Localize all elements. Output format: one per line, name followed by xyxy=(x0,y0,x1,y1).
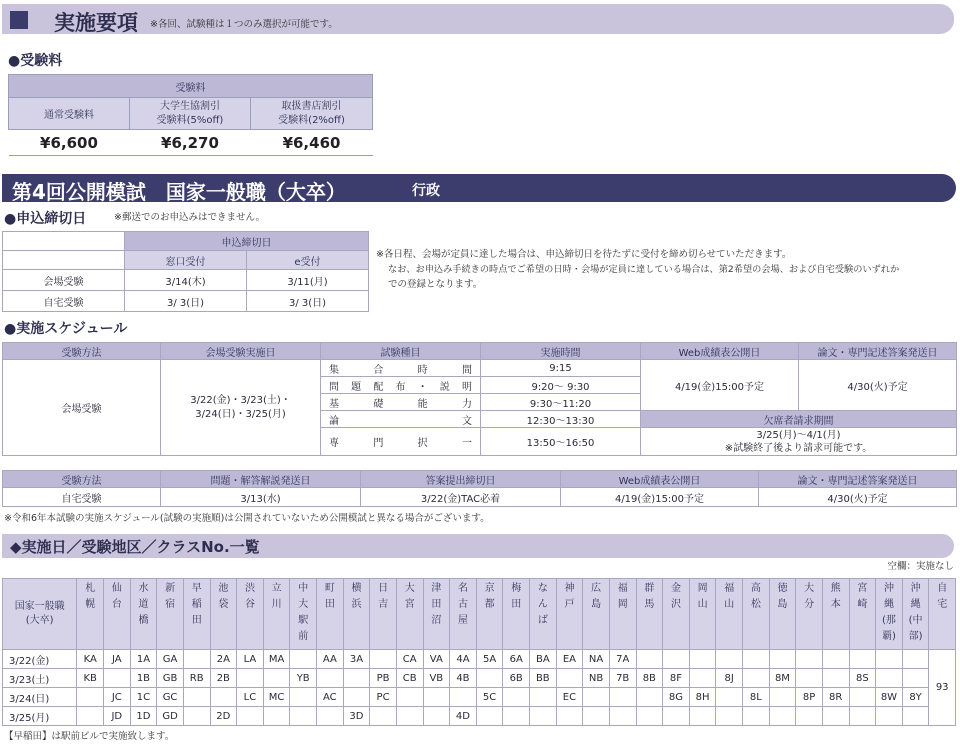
schedule-dates: 3/22(金)・3/23(土)・ 3/24(日)・3/25(月) xyxy=(161,360,321,456)
region-header: 群馬 xyxy=(636,579,663,650)
deadline-side-note: ※各日程、会場が定員に達した場合は、申込締切日を待たずに受付を締め切らせていただきます。 xyxy=(376,249,792,260)
region-header: 宮崎 xyxy=(849,579,876,650)
class-cell: 8J xyxy=(716,669,743,688)
class-cell xyxy=(876,707,903,726)
class-cell xyxy=(370,707,397,726)
class-cell xyxy=(530,688,557,707)
region-header: 町田 xyxy=(317,579,344,650)
class-cell xyxy=(317,707,344,726)
class-cell: 1C xyxy=(130,688,157,707)
region-header: 仙台 xyxy=(104,579,131,650)
class-cell: 1D xyxy=(130,707,157,726)
class-cell xyxy=(636,650,663,669)
class-cell xyxy=(317,669,344,688)
class-cell xyxy=(556,669,583,688)
class-cell: YB xyxy=(290,669,317,688)
table-row xyxy=(3,669,956,688)
class-cell xyxy=(663,650,690,669)
schedule-essay-date: 4/30(火)予定 xyxy=(799,360,957,411)
region-header: 高松 xyxy=(743,579,770,650)
class-cell: JC xyxy=(104,688,131,707)
region-header: 岡山 xyxy=(689,579,716,650)
deadline-heading: ●申込締切日 xyxy=(4,211,87,227)
class-cell: PB xyxy=(370,669,397,688)
class-cell: 7B xyxy=(609,669,636,688)
home-class-cell: 93 xyxy=(929,650,956,726)
fee-price: ¥6,270 xyxy=(130,130,251,156)
home-value: 自宅受験 xyxy=(3,488,161,507)
schedule-item: 集 合 時 間 xyxy=(321,360,481,377)
table-row xyxy=(3,707,956,726)
schedule-time: 13:50〜16:50 xyxy=(481,428,641,456)
class-cell: 8Y xyxy=(902,688,929,707)
class-cell: 3D xyxy=(343,707,370,726)
schedule-method: 会場受験 xyxy=(3,360,161,456)
class-cell xyxy=(476,707,503,726)
class-cell: VB xyxy=(423,669,450,688)
deadline-side-note: での登録となります。 xyxy=(388,279,483,290)
class-cell xyxy=(104,669,131,688)
class-legend: 空欄：実施なし xyxy=(887,561,954,572)
class-cell xyxy=(450,688,477,707)
class-cell xyxy=(210,688,237,707)
class-cell: 5A xyxy=(476,650,503,669)
class-cell xyxy=(503,688,530,707)
class-date: 3/24(日) xyxy=(3,688,77,707)
class-cell: GA xyxy=(157,650,184,669)
class-cell xyxy=(716,707,743,726)
class-cell xyxy=(716,688,743,707)
class-cell: KB xyxy=(77,669,104,688)
schedule-table xyxy=(2,342,957,456)
class-cell xyxy=(263,669,290,688)
fee-table xyxy=(8,74,373,156)
class-cell xyxy=(743,707,770,726)
class-cell: 2B xyxy=(210,669,237,688)
fee-heading: ●受験料 xyxy=(8,53,63,69)
class-cell xyxy=(849,688,876,707)
class-cell xyxy=(77,707,104,726)
class-cell: 1B xyxy=(130,669,157,688)
region-header: 名古屋 xyxy=(450,579,477,650)
class-cell xyxy=(396,688,423,707)
class-cell xyxy=(423,688,450,707)
region-header: 徳島 xyxy=(769,579,796,650)
class-cell xyxy=(556,707,583,726)
fee-price: ¥6,600 xyxy=(9,130,130,156)
class-cell: AA xyxy=(317,650,344,669)
class-cell: 8S xyxy=(849,669,876,688)
class-date: 3/22(金) xyxy=(3,650,77,669)
schedule-item: 基 礎 能 力 xyxy=(321,394,481,411)
home-table xyxy=(2,470,957,507)
region-header: 福岡 xyxy=(609,579,636,650)
class-cell xyxy=(183,650,210,669)
home-value: 4/19(金)15:00予定 xyxy=(561,488,759,507)
class-cell xyxy=(609,688,636,707)
schedule-time: 9:20〜 9:30 xyxy=(481,377,641,394)
class-cell: 1A xyxy=(130,650,157,669)
class-cell xyxy=(902,707,929,726)
schedule-time: 9:30〜11:20 xyxy=(481,394,641,411)
class-corner: 国家一般職 (大卒) xyxy=(3,579,77,650)
region-header: 福山 xyxy=(716,579,743,650)
class-cell xyxy=(716,650,743,669)
region-header: 大分 xyxy=(796,579,823,650)
table-row xyxy=(3,688,956,707)
class-cell: 7A xyxy=(609,650,636,669)
class-cell: 8M xyxy=(769,669,796,688)
class-cell xyxy=(769,707,796,726)
class-cell: JA xyxy=(104,650,131,669)
fee-col-label: 大学生協割引 受験料(5%off) xyxy=(130,98,251,130)
class-cell xyxy=(290,650,317,669)
class-cell: 8H xyxy=(689,688,716,707)
absent-period: 3/25(月)〜4/1(月) ※試験終了後より請求可能です。 xyxy=(641,428,957,456)
region-header: 京都 xyxy=(476,579,503,650)
square-icon xyxy=(10,11,28,29)
fee-col-label: 通常受験料 xyxy=(9,98,130,130)
class-cell: LA xyxy=(237,650,264,669)
region-header: 大宮 xyxy=(396,579,423,650)
class-cell xyxy=(290,707,317,726)
fee-top-header: 受験料 xyxy=(9,75,373,98)
exam-header xyxy=(2,174,956,202)
region-header: 立川 xyxy=(263,579,290,650)
class-cell xyxy=(902,650,929,669)
class-cell: GD xyxy=(157,707,184,726)
section-title: 実施要項 xyxy=(54,11,138,35)
class-cell xyxy=(503,707,530,726)
class-cell: PC xyxy=(370,688,397,707)
home-header: Web成績表公開日 xyxy=(561,471,759,488)
section-note: ※各回、試験種は１つのみ選択が可能です。 xyxy=(150,19,338,30)
class-cell xyxy=(183,707,210,726)
deadline-e: 3/ 3(日) xyxy=(247,291,369,312)
class-cell: 8P xyxy=(796,688,823,707)
class-cell: 6B xyxy=(503,669,530,688)
region-header: 熊本 xyxy=(822,579,849,650)
deadline-e: 3/11(月) xyxy=(247,270,369,291)
region-header: 横浜 xyxy=(343,579,370,650)
class-cell: 6A xyxy=(503,650,530,669)
class-cell: NA xyxy=(583,650,610,669)
class-cell: 5C xyxy=(476,688,503,707)
class-heading: ◆実施日／受験地区／クラスNo.一覧 xyxy=(10,538,260,556)
deadline-window: 3/ 3(日) xyxy=(125,291,247,312)
region-header: 津田沼 xyxy=(423,579,450,650)
class-cell: 3A xyxy=(343,650,370,669)
class-cell xyxy=(822,650,849,669)
class-table xyxy=(2,578,956,726)
exam-title: 第4回公開模試 国家一般職（大卒） xyxy=(12,180,346,204)
home-value: 4/30(火)予定 xyxy=(759,488,957,507)
class-cell: BA xyxy=(530,650,557,669)
schedule-time: 9:15 xyxy=(481,360,641,377)
class-cell: GC xyxy=(157,688,184,707)
region-header: 金沢 xyxy=(663,579,690,650)
class-cell xyxy=(583,707,610,726)
fee-price: ¥6,460 xyxy=(251,130,373,156)
deadline-table xyxy=(2,231,369,312)
home-header: 答案提出締切日 xyxy=(361,471,561,488)
class-cell xyxy=(743,669,770,688)
class-cell: MC xyxy=(263,688,290,707)
class-cell xyxy=(849,707,876,726)
class-cell xyxy=(423,707,450,726)
schedule-item: 専 門 択 一 xyxy=(321,428,481,456)
class-cell: 8F xyxy=(663,669,690,688)
class-cell: KA xyxy=(77,650,104,669)
class-cell: 8G xyxy=(663,688,690,707)
deadline-window: 3/14(木) xyxy=(125,270,247,291)
class-cell xyxy=(476,669,503,688)
region-header: 早稲田 xyxy=(183,579,210,650)
schedule-header: 実施時間 xyxy=(481,343,641,360)
class-cell: EA xyxy=(556,650,583,669)
class-cell: 8R xyxy=(822,688,849,707)
class-cell: 8B xyxy=(636,669,663,688)
region-header: 中大駅前 xyxy=(290,579,317,650)
class-date: 3/25(月) xyxy=(3,707,77,726)
class-cell xyxy=(769,688,796,707)
class-cell xyxy=(743,650,770,669)
schedule-header: Web成績表公開日 xyxy=(641,343,799,360)
class-cell: LC xyxy=(237,688,264,707)
class-cell xyxy=(636,688,663,707)
region-header: 神戸 xyxy=(556,579,583,650)
class-cell xyxy=(796,650,823,669)
class-date: 3/23(土) xyxy=(3,669,77,688)
class-cell xyxy=(689,650,716,669)
exam-subtitle: 行政 xyxy=(412,183,440,199)
class-cell xyxy=(902,669,929,688)
home-value: 3/22(金)TAC必着 xyxy=(361,488,561,507)
region-header: 池袋 xyxy=(210,579,237,650)
deadline-note: ※郵送でのお申込みはできません。 xyxy=(114,212,266,223)
class-cell xyxy=(290,688,317,707)
deadline-row-label: 会場受験 xyxy=(3,270,125,291)
class-cell: MA xyxy=(263,650,290,669)
class-cell: 4B xyxy=(450,669,477,688)
region-header: 広島 xyxy=(583,579,610,650)
home-note: ※令和6年本試験の実施スケジュール(試験の実施順)は公開されていないため公開模試と異なる場合がございます。 xyxy=(4,513,490,524)
class-cell: NB xyxy=(583,669,610,688)
schedule-item: 問 題 配 布 ・ 説 明 xyxy=(321,377,481,394)
class-cell xyxy=(796,669,823,688)
class-cell xyxy=(689,669,716,688)
class-cell xyxy=(769,650,796,669)
table-row xyxy=(3,650,956,669)
class-cell: GB xyxy=(157,669,184,688)
deadline-row-label: 自宅受験 xyxy=(3,291,125,312)
schedule-header: 試験種目 xyxy=(321,343,481,360)
region-header: 沖縄(那覇) xyxy=(876,579,903,650)
class-cell: 8L xyxy=(743,688,770,707)
class-cell xyxy=(822,707,849,726)
class-footnote: 【早稲田】は駅前ビルで実施致します。 xyxy=(4,731,175,742)
class-cell: CB xyxy=(396,669,423,688)
region-header: 日吉 xyxy=(370,579,397,650)
class-cell xyxy=(663,707,690,726)
class-cell xyxy=(530,707,557,726)
class-cell xyxy=(77,688,104,707)
class-cell xyxy=(237,707,264,726)
class-cell xyxy=(849,650,876,669)
deadline-side-note: なお、お申込み手続きの時点でご希望の日時・会場が定員に達している場合は、第2希望の会場、および自宅受験のいずれか xyxy=(388,264,900,275)
class-cell xyxy=(796,707,823,726)
region-header: なんば xyxy=(530,579,557,650)
schedule-header: 受験方法 xyxy=(3,343,161,360)
class-cell xyxy=(343,669,370,688)
class-cell xyxy=(609,707,636,726)
deadline-col-e: e受付 xyxy=(247,251,369,270)
class-section-header xyxy=(2,534,954,558)
schedule-header: 会場受験実施日 xyxy=(161,343,321,360)
deadline-top-header: 申込締切日 xyxy=(125,232,369,251)
class-cell xyxy=(263,707,290,726)
class-cell xyxy=(396,707,423,726)
class-cell: BB xyxy=(530,669,557,688)
deadline-col-window: 窓口受付 xyxy=(125,251,247,270)
schedule-heading: ●実施スケジュール xyxy=(4,321,128,337)
class-cell: 2D xyxy=(210,707,237,726)
class-cell: 4A xyxy=(450,650,477,669)
class-cell: CA xyxy=(396,650,423,669)
class-cell xyxy=(636,707,663,726)
home-header: 受験方法 xyxy=(3,471,161,488)
section-header xyxy=(2,4,954,34)
class-cell: 4D xyxy=(450,707,477,726)
region-header: 新宿 xyxy=(157,579,184,650)
class-cell xyxy=(237,669,264,688)
class-cell xyxy=(370,650,397,669)
schedule-web-date: 4/19(金)15:00予定 xyxy=(641,360,799,411)
region-header: 梅田 xyxy=(503,579,530,650)
class-cell: EC xyxy=(556,688,583,707)
class-cell: JD xyxy=(104,707,131,726)
class-cell: 8W xyxy=(876,688,903,707)
class-cell xyxy=(822,669,849,688)
schedule-item: 論 文 xyxy=(321,411,481,428)
class-cell: VA xyxy=(423,650,450,669)
schedule-header: 論文・専門記述答案発送日 xyxy=(799,343,957,360)
class-cell xyxy=(876,650,903,669)
region-header: 渋谷 xyxy=(237,579,264,650)
region-header: 自宅 xyxy=(929,579,956,650)
home-header: 問題・解答解説発送日 xyxy=(161,471,361,488)
region-header: 沖縄(中部) xyxy=(902,579,929,650)
class-cell xyxy=(343,688,370,707)
region-header: 水道橋 xyxy=(130,579,157,650)
class-cell xyxy=(689,707,716,726)
class-cell xyxy=(876,669,903,688)
home-header: 論文・専門記述答案発送日 xyxy=(759,471,957,488)
home-value: 3/13(水) xyxy=(161,488,361,507)
class-cell xyxy=(583,688,610,707)
schedule-time: 12:30〜13:30 xyxy=(481,411,641,428)
class-cell: AC xyxy=(317,688,344,707)
class-cell xyxy=(183,688,210,707)
class-cell: 2A xyxy=(210,650,237,669)
region-header: 札幌 xyxy=(77,579,104,650)
class-cell: RB xyxy=(183,669,210,688)
absent-header: 欠席者請求期間 xyxy=(641,411,957,428)
fee-col-label: 取扱書店割引 受験料(2%off) xyxy=(251,98,373,130)
